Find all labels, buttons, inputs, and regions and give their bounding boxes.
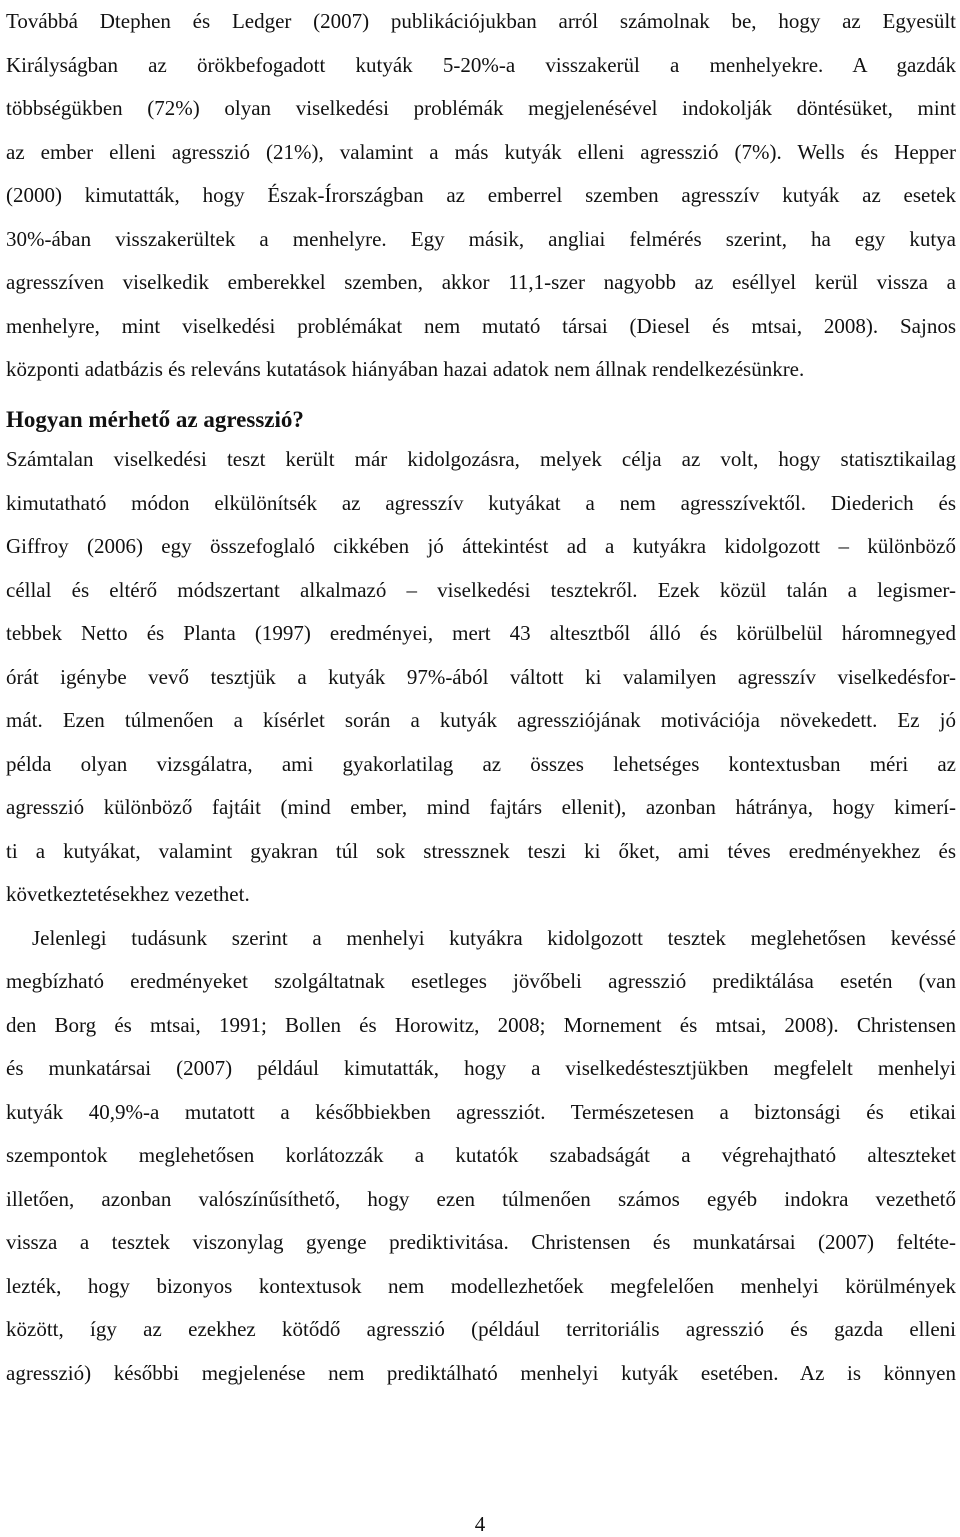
section-heading: Hogyan mérhető az agresszió? [6, 406, 304, 432]
text-line: Királyságban az örökbefogadott kutyák 5-20%-a visszakerül a menhelyekre. A gazdák [6, 52, 956, 77]
text-line: ti a kutyákat, valamint gyakran túl sok stressznek teszi ki őket, ami téves eredményekhez és [6, 838, 956, 863]
text-line: lezték, hogy bizonyos kontextusok nem modellezhetőek megfelelően menhelyi körülmények [6, 1273, 956, 1298]
text-line: többségükben (72%) olyan viselkedési problémák megjelenésével indokolják döntésüket, mint [6, 96, 956, 120]
text-line: den Borg és mtsai, 1991; Bollen és Horowitz, 2008; Mornement és mtsai, 2008). Christensen [6, 1012, 956, 1037]
text-line: agresszió különböző fajtáit (mind ember, mind fajtárs ellenit), azonban hátránya, hogy kimerí- [6, 795, 956, 819]
text-line: agresszió) későbbi megjelenése nem prediktálható menhelyi kutyák esetében. Az is könnyen [6, 1360, 956, 1385]
text-line: Továbbá Dtephen és Ledger (2007) publikációjukban arról számolnak be, hogy az Egyesült [6, 9, 956, 33]
text-line: vissza a tesztek viszonylag gyenge prediktivitása. Christensen és munkatársai (2007) feltéte- [6, 1230, 956, 1254]
text-line: Giffroy (2006) egy összefoglaló cikkében jó áttekintést ad a kutyákra kidolgozott – különböző [6, 534, 956, 558]
paragraph-1 [6, 0, 956, 392]
text-line: órát igénybe vevő tesztjük a kutyák 97%-ából váltott ki valamilyen agresszív viselkedésfor- [6, 664, 956, 689]
text-line: céllal és eltérő módszertant alkalmazó – viselkedési tesztekről. Ezek közül talán a legismer- [6, 577, 956, 602]
paragraph-3 [6, 917, 956, 1396]
text-line: megbízható eredményeket szolgáltatnak esetleges jövőbeli agresszió prediktálása esetén (van [6, 969, 956, 993]
text-line: tebbek Netto és Planta (1997) eredményei, mert 43 altesztből álló és körülbelül háromnegyed [6, 621, 956, 645]
text-line: Jelenlegi tudásunk szerint a menhelyi kutyákra kidolgozott tesztek meglehetősen kevéssé [32, 925, 956, 950]
text-line: központi adatbázis és releváns kutatások hiányában hazai adatok nem állnak rendelkezésünkre. [6, 357, 805, 381]
text-line: kimutatható módon elkülönítsék az agresszív kutyákat a nem agresszívektől. Diederich és [6, 490, 956, 515]
text-line: az ember elleni agresszió (21%), valamint a más kutyák elleni agresszió (7%). Wells és Hepper [6, 139, 956, 164]
paragraph-2 [6, 438, 956, 917]
text-line: (2000) kimutatták, hogy Észak-Írországban az emberrel szemben agresszív kutyák az esetek [6, 183, 956, 207]
text-line: következtetésekhez vezethet. [6, 882, 250, 906]
text-line: menhelyre, mint viselkedési problémákat nem mutató társai (Diesel és mtsai, 2008). Sajnos [6, 313, 956, 338]
document-page [6, 0, 956, 1395]
text-line: mát. Ezen túlmenően a kísérlet során a kutyák agressziójának motivációja növekedett. Ez jó [6, 708, 956, 732]
page-number: 4 [474, 1512, 486, 1536]
text-line: Számtalan viselkedési teszt került már kidolgozásra, melyek célja az volt, hogy statisztikailag [6, 447, 956, 471]
text-line: és munkatársai (2007) például kimutatták, hogy a viselkedéstesztjükben megfelelt menhelyi [6, 1056, 956, 1080]
text-line: példa olyan vizsgálatra, ami gyakorlatilag az összes lehetséges kontextusban méri az [6, 751, 956, 776]
text-line: szempontok meglehetősen korlátozzák a kutatók szabadságát a végrehajtható alteszteket [6, 1143, 956, 1167]
text-line: agresszíven viselkedik emberekkel szemben, akkor 11,1-szer nagyobb az eséllyel kerül vissza a [6, 270, 956, 294]
text-line: között, így az ezekhez kötődő agresszió (például territoriális agresszió és gazda elleni [6, 1317, 956, 1341]
text-line: kutyák 40,9%-a mutatott a későbbiekben agressziót. Természetesen a biztonsági és etikai [6, 1099, 956, 1124]
text-line: illetően, azonban valószínűsíthető, hogy ezen túlmenően számos egyéb indokra vezethető [6, 1186, 956, 1211]
text-line: 30%-ában visszakerültek a menhelyre. Egy másik, angliai felmérés szerint, ha egy kutya [6, 226, 956, 251]
